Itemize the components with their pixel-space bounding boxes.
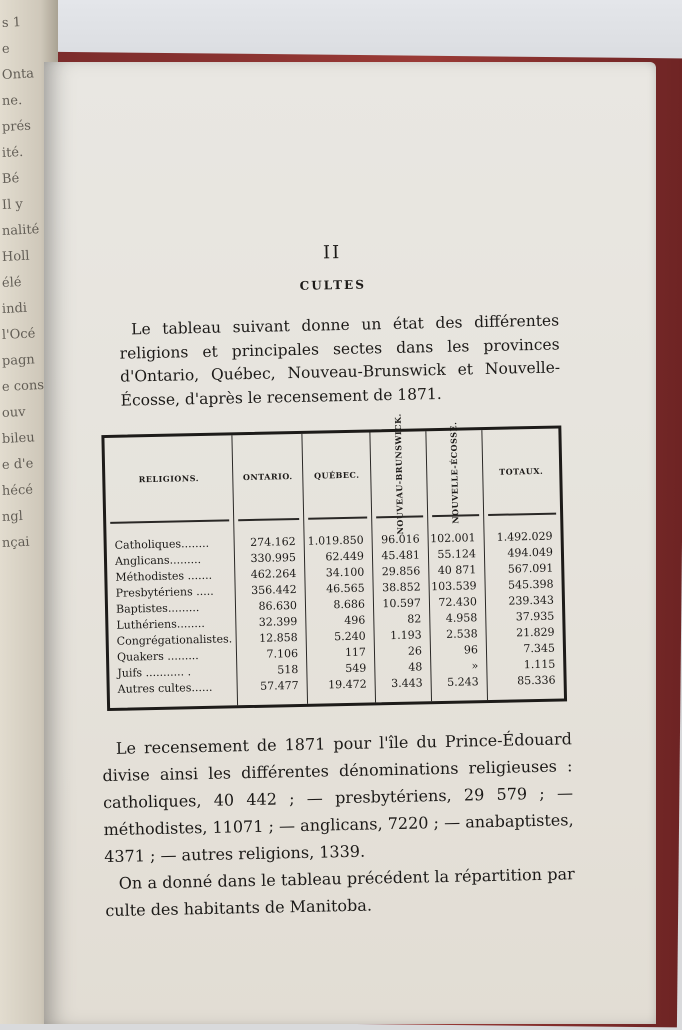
header-totaux: TOTAUX. — [499, 465, 544, 477]
body-text — [102, 725, 576, 924]
header-nouvelle-ecosse: NOUVELLE-ÉCOSSE. — [448, 421, 461, 524]
left-page-text-fragment: élé — [1, 275, 22, 292]
nouvelle-ecosse-cell: 40 871 — [437, 563, 477, 578]
ontario-cell: 274.162 — [250, 535, 296, 549]
nouvelle-ecosse-cell: 72.430 — [438, 595, 478, 610]
religion-cell: Autres cultes...... — [117, 680, 213, 696]
left-page-text-fragment: hécé — [1, 482, 34, 500]
quebec-cell: 5.240 — [334, 629, 366, 644]
nouveau-brunswick-cell: 3.443 — [391, 676, 423, 691]
quebec-cell: 549 — [345, 661, 367, 676]
left-page-text-fragment: ne. — [1, 93, 23, 110]
quebec-cell: 62.449 — [325, 549, 365, 564]
left-page-text-fragment: nçai — [1, 534, 30, 552]
left-page-text-fragment: s 1 — [1, 15, 22, 32]
header-ontario: ONTARIO. — [242, 471, 293, 483]
left-page-text-fragment: bileu — [1, 430, 36, 448]
religion-cell: Juifs ........... . — [117, 665, 192, 680]
total-cell: 567.091 — [507, 561, 554, 576]
paragraph-prince-edouard: Le recensement de 1871 pour l'île du Prince-Édouard divise ainsi les différentes dénominations religieuses : catholiques, 40 442 ; — presbytériens, 29 579 ; — méthodistes, 11071 ; — anglicans, 7220 ; — anabaptistes, 4371 ; — autres religions, 1339. — [102, 729, 574, 867]
nouvelle-ecosse-cell: 103.539 — [430, 579, 477, 594]
column-religions — [104, 435, 238, 708]
column-totaux — [482, 429, 564, 701]
religion-cell: Quakers ......... — [116, 649, 199, 664]
total-cell: 1.115 — [523, 657, 556, 672]
religion-names — [107, 535, 237, 698]
religion-cell: Congrégationalistes. — [116, 632, 233, 648]
quebec-cell: 1.019.850 — [307, 533, 364, 548]
nouvelle-ecosse-cell: 55.124 — [437, 547, 477, 562]
column-quebec — [302, 432, 376, 703]
section-number: II — [322, 242, 342, 264]
header-nouveau-brunswick: NOUVEAU-BRUNSWICK. — [392, 413, 406, 535]
nouveau-brunswick-cell: 45.481 — [381, 548, 421, 563]
nouveau-brunswick-cell: 26 — [407, 644, 423, 658]
left-page-text-fragment: ité. — [1, 144, 24, 162]
nouveau-brunswick-cell: 38.852 — [382, 580, 421, 595]
religion-cell: Baptistes......... — [115, 601, 200, 616]
section-title: CULTES — [299, 277, 367, 293]
religion-cell: Méthodistes ....... — [115, 568, 213, 584]
header-religions: RELIGIONS. — [138, 473, 200, 485]
column-nouveau-brunswick — [370, 413, 432, 702]
total-cell: 494.049 — [507, 545, 554, 560]
left-page-text-fragment: l'Océ — [1, 326, 36, 344]
paragraph-manitoba: On a donné dans le tableau précédent la répartition par culte des habitants de Manitoba. — [105, 864, 575, 921]
nouvelle-ecosse-cell: 96 — [463, 643, 479, 657]
ontario-cell: 330.995 — [250, 551, 297, 565]
nouveau-brunswick-cell: 10.597 — [382, 596, 422, 611]
left-page-text-fragment: e cons — [1, 377, 45, 396]
total-cell: 85.336 — [516, 673, 556, 688]
ontario-cell: 356.442 — [251, 583, 297, 597]
left-page-text-fragment: nalité — [1, 222, 40, 240]
left-page-text-fragment: e — [1, 41, 11, 58]
nouvelle-ecosse-cell: 4.958 — [445, 611, 478, 625]
nouveau-brunswick-cell: 48 — [408, 660, 423, 674]
nouveau-brunswick-cell: 96.016 — [381, 532, 420, 547]
intro-paragraph: Le tableau suivant donne un état des différentes religions et principales sectes dans les provinces d'Ontario, Québec, Nouveau-Brunswick et Nouvelle-Écosse, d'après le recensement de 1871. — [119, 311, 561, 410]
nouvelle-ecosse-cell: 102.001 — [429, 531, 476, 546]
left-page-text-fragment: Bé — [1, 171, 20, 188]
nouvelle-ecosse-cell: » — [471, 659, 479, 673]
quebec-cell: 117 — [344, 645, 367, 660]
quebec-cell: 8.686 — [333, 597, 366, 612]
left-page-text-fragment: pagn — [1, 352, 36, 370]
left-page-text-fragment: indi — [1, 300, 28, 318]
left-page-text-fragment: e d'e — [1, 456, 34, 474]
total-cell: 37.935 — [515, 609, 555, 624]
religion-cell: Catholiques........ — [114, 536, 210, 552]
left-page-text-fragment: Holl — [1, 248, 30, 266]
ontario-cell: 518 — [277, 663, 299, 677]
religion-cell: Luthériens........ — [116, 616, 205, 632]
page-content — [36, 56, 668, 1030]
quebec-cell: 496 — [344, 613, 366, 628]
ontario-cell: 32.399 — [258, 615, 298, 629]
book-page — [44, 62, 656, 1024]
quebec-cell: 19.472 — [328, 677, 367, 692]
religion-cell: Presbytériens ..... — [115, 584, 214, 600]
ontario-cell: 7.106 — [266, 647, 299, 661]
left-page-text-fragment: ngl — [1, 508, 24, 526]
ontario-cell: 12.858 — [259, 631, 298, 645]
left-page-text-fragment: ouv — [1, 404, 26, 422]
nouveau-brunswick-cell: 1.193 — [390, 628, 422, 643]
left-page-text-fragment: Onta — [1, 66, 35, 84]
ontario-cell: 86.630 — [258, 599, 298, 613]
total-cell: 1.492.029 — [496, 529, 553, 544]
religion-table — [101, 413, 567, 711]
nouveau-brunswick-cell: 82 — [407, 612, 422, 626]
total-cell: 545.398 — [507, 577, 554, 592]
header-quebec: QUÉBEC. — [313, 469, 360, 481]
left-page-text-fragment: prés — [1, 118, 32, 136]
religion-cell: Anglicans......... — [114, 553, 202, 568]
total-cell: 21.829 — [515, 625, 555, 640]
column-ontario — [232, 434, 308, 705]
quebec-cell: 46.565 — [326, 581, 365, 596]
column-nouvelle-ecosse — [426, 421, 488, 701]
ontario-cell: 57.477 — [260, 678, 299, 693]
nouvelle-ecosse-cell: 2.538 — [445, 627, 478, 641]
nouvelle-ecosse-cell: 5.243 — [447, 675, 479, 689]
left-page-text-fragment: Il y — [1, 196, 24, 214]
ontario-cell: 462.264 — [250, 567, 297, 581]
total-cell: 239.343 — [508, 593, 555, 608]
quebec-cell: 34.100 — [325, 565, 365, 580]
total-cell: 7.345 — [523, 641, 556, 656]
nouveau-brunswick-cell: 29.856 — [381, 564, 421, 579]
